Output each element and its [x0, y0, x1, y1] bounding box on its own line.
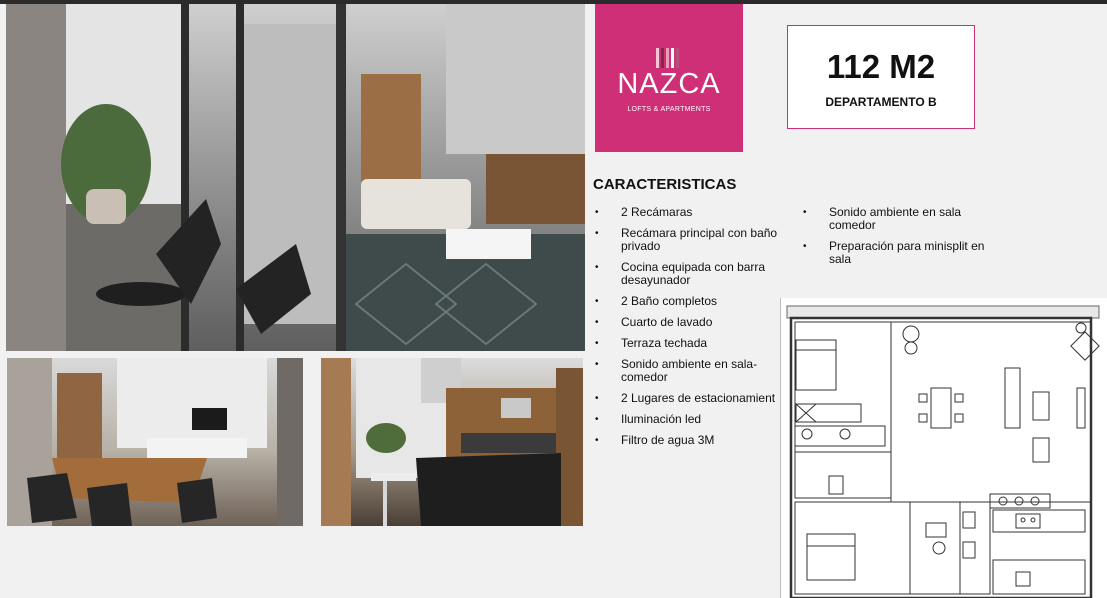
- nazca-logo-block: [595, 4, 743, 152]
- brand-tagline: LOFTS & APARTMENTS: [627, 106, 711, 113]
- feature-item: • Cocina equipada con barra desayunador: [593, 261, 793, 287]
- feature-item: • 2 Recámaras: [593, 206, 793, 219]
- features-list-left: [593, 206, 793, 455]
- features-title: CARACTERISTICAS: [593, 176, 737, 193]
- feature-item: • Cuarto de lavado: [593, 316, 793, 329]
- living-room-terrace-photo: [6, 4, 585, 351]
- feature-item: • Terraza techada: [593, 337, 793, 350]
- feature-item: • Recámara principal con baño privado: [593, 227, 793, 253]
- unit-size-box: [787, 25, 975, 129]
- features-list-right: [801, 206, 1001, 274]
- feature-item: • Sonido ambiente en sala comedor: [801, 206, 1001, 232]
- unit-size: 112 M2: [826, 48, 936, 85]
- feature-item: • Iluminación led: [593, 413, 793, 426]
- feature-item: • 2 Baño completos: [593, 295, 793, 308]
- brand-name: NAZCA: [617, 68, 721, 100]
- feature-item: • Sonido ambiente en sala-comedor: [593, 358, 793, 384]
- brand-stripes-icon: [656, 48, 682, 68]
- kitchen-photo: [321, 358, 583, 526]
- feature-item: • Preparación para minisplit en sala: [801, 240, 1001, 266]
- feature-item: • Filtro de agua 3M: [593, 434, 793, 447]
- unit-name: DEPARTAMENTO B: [825, 95, 937, 109]
- floor-plan: [780, 298, 1107, 598]
- feature-item: • 2 Lugares de estacionamient: [593, 392, 793, 405]
- dining-room-photo: [7, 358, 303, 526]
